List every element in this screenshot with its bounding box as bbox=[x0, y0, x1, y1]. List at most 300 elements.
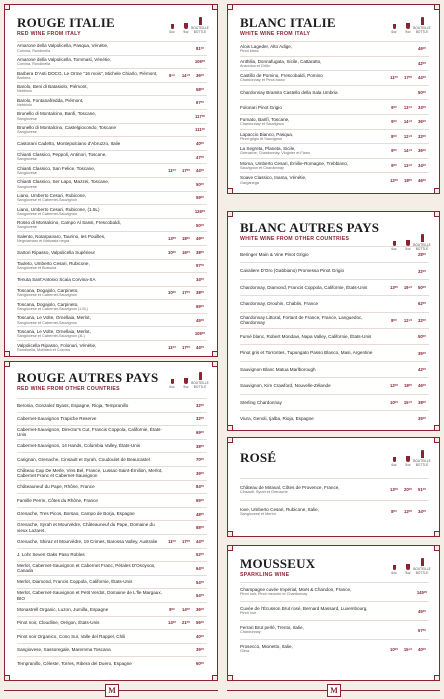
price-9oz: 18⁰⁰ bbox=[403, 177, 412, 183]
price-bottle: 50⁰⁰ bbox=[417, 284, 426, 290]
price-6oz: 9⁰⁰ bbox=[391, 104, 397, 110]
wine-title: Chardonnay, Diamond, Francis Coppola, Californie, États-Unis bbox=[240, 284, 368, 290]
wine-row bbox=[17, 466, 207, 480]
wine-title: Chianti Classico, Ser Lapo, Mazzei, Toscane, bbox=[17, 179, 110, 185]
wine-title: Tempranillo, Céleste, Torres, Ribera del Duero, Espagne bbox=[17, 660, 132, 666]
wine-title: Barbera D'Asti DOCG, Le Orme "16 mois", Michele Chiarlo, Piémont, bbox=[17, 70, 158, 76]
wine-grapes: Sangiovese bbox=[17, 225, 37, 230]
wine-name bbox=[17, 43, 165, 53]
wine-grapes: Sangiovese et Cabernet-Sauvignon bbox=[17, 320, 77, 325]
price-bottle: 34⁰⁰ bbox=[417, 163, 426, 169]
price-bottle: 34⁰⁰ bbox=[417, 104, 426, 110]
wine-title: Grenache, Tres Picos, Borsao, Campo de Borja, Espagne bbox=[17, 511, 135, 517]
wine-name bbox=[17, 125, 165, 135]
wine-title: Grenache, Shiraz et Mourvèdre, 19 Crimes, Barossa Valley, Australie bbox=[17, 538, 158, 544]
wine-title: Champagne cuvée Impérial, Moët & Chandon, France, bbox=[240, 587, 352, 593]
wine-grapes: Pinot noir bbox=[240, 611, 257, 616]
wine-name bbox=[17, 179, 165, 189]
wine-row bbox=[17, 507, 207, 521]
wine-name bbox=[17, 207, 165, 217]
wine-row bbox=[240, 56, 429, 71]
price-bottle: 36⁰⁰ bbox=[417, 148, 426, 154]
wine-name bbox=[17, 563, 165, 573]
price-6oz: 11⁰⁰ bbox=[168, 538, 176, 544]
glass-small-icon bbox=[393, 565, 396, 570]
corner-ornament bbox=[4, 351, 10, 357]
section-subtitle: SPARKLING WINE bbox=[240, 572, 290, 578]
panel-rouge-italie bbox=[4, 4, 218, 357]
price-bottle: 64⁰⁰ bbox=[195, 565, 204, 571]
corner-ornament bbox=[212, 4, 218, 10]
wine-grapes: Sangiovese et Cabernet-Sauvignon bbox=[17, 211, 77, 216]
wine-grapes: Pinot blanc bbox=[240, 49, 259, 54]
section-subtitle: RED WINE FROM ITALY bbox=[17, 31, 81, 37]
wine-list bbox=[240, 478, 429, 522]
wine-grapes: Sangiovese et Cabernet-Sauvignon (3L) bbox=[17, 334, 85, 339]
price-6oz: 12⁰⁰ bbox=[389, 383, 398, 389]
price-9oz: 12⁵⁰ bbox=[403, 133, 413, 139]
price-6oz: 9⁰⁰ bbox=[391, 163, 397, 169]
wine-name bbox=[240, 485, 387, 495]
price-6oz: 14⁰⁰ bbox=[167, 620, 176, 626]
price-bottle: 42⁰⁰ bbox=[417, 366, 426, 372]
wine-row bbox=[17, 218, 207, 232]
wine-grapes: Rondinella, Molinara et Corvina bbox=[17, 347, 70, 352]
section-title: ROSÉ bbox=[240, 450, 277, 465]
wine-name bbox=[17, 98, 165, 108]
price-bottle: 38⁰⁰ bbox=[195, 443, 204, 449]
wine-row bbox=[17, 561, 207, 575]
wine-row bbox=[240, 620, 429, 639]
wine-name bbox=[240, 587, 387, 597]
price-bottle: 32⁰⁰ bbox=[195, 416, 204, 422]
price-6oz: 13⁰⁰ bbox=[389, 487, 398, 492]
wine-title: Soave Classico, Inama, Vénétie, bbox=[240, 175, 307, 181]
price-bottle: 44⁰⁰ bbox=[195, 168, 204, 174]
wine-name bbox=[240, 59, 387, 69]
wine-title: Salento, Notarpanaro, Taurino, les Pouilles, bbox=[17, 233, 106, 239]
wine-name bbox=[17, 302, 165, 312]
wine-name bbox=[17, 261, 165, 271]
wine-title: Cabernet-Sauvignon, Director's Cut, Francis Coppola, Californie, États-Unis bbox=[17, 427, 162, 438]
wine-title: Merlot, Cabernet-Sauvignon et Cabernet Franc, Pétales D'Osoyoos, Canada bbox=[17, 563, 156, 574]
wine-name bbox=[240, 350, 387, 355]
wine-row bbox=[17, 191, 207, 205]
section-title: BLANC AUTRES PAYS bbox=[240, 220, 380, 235]
wine-grapes: Sangiovese bbox=[17, 116, 37, 121]
column-headers: 6oz 9oz BOUTEILLE BOTTLE bbox=[387, 558, 429, 575]
price-bottle: 51⁰⁰ bbox=[417, 487, 426, 492]
wine-grapes: Glera bbox=[240, 649, 250, 654]
column-headers: 6oz 9oz BOUTEILLE BOTTLE bbox=[387, 17, 429, 34]
price-6oz: 9⁰⁰ bbox=[169, 606, 175, 612]
price-bottle: 44⁰⁰ bbox=[195, 538, 204, 544]
wine-title: Brunello di Montalcino, Castelgiocondo, Toscane bbox=[17, 125, 116, 131]
wine-row bbox=[240, 394, 429, 410]
glass-small-icon bbox=[171, 24, 174, 29]
wine-title: Fumé blanc, Robert Mondavi, Napa Valley, Californie, États-Unis bbox=[240, 334, 372, 340]
price-9oz: 13⁵⁰ bbox=[403, 163, 413, 169]
wine-list bbox=[240, 41, 429, 187]
price-bottle: 69⁰⁰ bbox=[195, 304, 204, 310]
price-bottle: 40⁰⁰ bbox=[417, 646, 426, 652]
wine-name bbox=[17, 343, 165, 353]
wine-name bbox=[17, 329, 165, 339]
wine-name bbox=[17, 166, 165, 176]
wine-row bbox=[17, 616, 207, 630]
wine-name bbox=[17, 416, 165, 421]
wine-row bbox=[17, 245, 207, 259]
section-title: ROUGE AUTRES PAYS bbox=[17, 370, 159, 385]
wine-row bbox=[17, 55, 207, 69]
wine-row bbox=[17, 588, 207, 602]
wine-name bbox=[17, 590, 165, 600]
wine-title: Amarone della Valpolicella, Tommasi, Vénétie, bbox=[17, 57, 112, 63]
wine-list bbox=[17, 398, 207, 670]
wine-name bbox=[240, 507, 387, 517]
wine-name bbox=[17, 511, 165, 516]
wine-title: Ferrari Brut perlé, Trento, Italie, bbox=[240, 625, 304, 631]
price-bottle: 28⁰⁰ bbox=[417, 252, 426, 258]
price-9oz: 17⁰⁰ bbox=[181, 344, 190, 350]
glass-large-icon bbox=[406, 564, 410, 570]
price-9oz: 14⁵⁰ bbox=[403, 119, 413, 125]
wine-title: Castorani Cadetto, Montepulciano d'Abruzzo, Italie bbox=[17, 140, 121, 146]
wine-row bbox=[240, 172, 429, 187]
bottle-icon bbox=[421, 450, 424, 458]
price-bottle: 40⁰⁰ bbox=[195, 633, 204, 639]
wine-title: Toscana, Le Volte, Ornellaia, Merlot, bbox=[17, 328, 91, 334]
price-bottle: 38⁰⁰ bbox=[195, 249, 204, 255]
price-6oz: 11⁰⁰ bbox=[168, 168, 176, 174]
price-bottle: 111⁰⁰ bbox=[195, 127, 205, 133]
glass-large-icon bbox=[406, 456, 410, 462]
price-9oz: 16⁰⁰ bbox=[181, 249, 190, 255]
wine-name bbox=[17, 403, 165, 408]
wine-row bbox=[17, 204, 207, 218]
wine-row bbox=[240, 328, 429, 344]
price-bottle: 65⁰⁰ bbox=[195, 497, 204, 503]
wine-title: Moma, Umberto Cesari, Émilie-Romagne, Trebbiano, bbox=[240, 160, 349, 166]
price-bottle: 117⁰⁰ bbox=[194, 113, 206, 119]
price-bottle: 38⁰⁰ bbox=[417, 399, 426, 405]
wine-name bbox=[240, 301, 387, 306]
price-6oz: 11⁰⁰ bbox=[390, 75, 398, 81]
wine-name bbox=[17, 552, 165, 557]
glass-small-icon bbox=[171, 379, 174, 384]
wine-title: Chardonnay Bramito Castello della Sala Umbria bbox=[240, 89, 338, 95]
price-bottle: 62⁰⁰ bbox=[417, 301, 426, 307]
wine-title: Lapaccio Bianco, Pasqua, bbox=[240, 131, 294, 137]
wine-name bbox=[240, 105, 387, 110]
price-6oz: 9⁵⁰ bbox=[169, 72, 175, 78]
wine-row bbox=[240, 377, 429, 393]
price-bottle: 35⁰⁰ bbox=[195, 647, 204, 653]
price-bottle: 88⁰⁰ bbox=[195, 525, 204, 531]
wine-name bbox=[240, 334, 387, 339]
price-bottle: 34⁰⁰ bbox=[195, 276, 204, 282]
wine-name bbox=[240, 268, 387, 273]
wine-row bbox=[240, 601, 429, 620]
wine-grapes: Sangiovese bbox=[17, 130, 37, 135]
wine-row bbox=[240, 312, 429, 328]
wine-title: Pinot noir Organico, Cono Sur, Valle del Rappel, Chili bbox=[17, 633, 126, 639]
wine-name bbox=[17, 579, 165, 584]
wine-name bbox=[17, 498, 165, 503]
price-9oz: 20⁰⁰ bbox=[403, 487, 412, 492]
wine-row bbox=[240, 114, 429, 129]
wine-grapes: Sangiovese et Cabernet-Sauvignon (1.5L) bbox=[17, 306, 88, 311]
wine-row bbox=[240, 295, 429, 311]
wine-row bbox=[17, 272, 207, 286]
wine-grapes: Pinot noir, Pinot meunier et Chardonnay bbox=[240, 592, 308, 597]
corner-ornament bbox=[227, 188, 233, 194]
price-9oz: 12⁵⁰ bbox=[403, 317, 413, 323]
wine-title: Toscana, Le Volte, Ornellaia, Merlot, bbox=[17, 315, 91, 321]
panel-blanc-autres bbox=[227, 211, 440, 431]
wine-name bbox=[240, 367, 387, 372]
corner-ornament bbox=[434, 425, 440, 431]
wine-grapes: Grenache, Chardonnay, Viognier et Fiano bbox=[240, 151, 310, 156]
price-bottle: 97⁰⁰ bbox=[195, 263, 204, 269]
corner-ornament bbox=[227, 211, 233, 217]
wine-row bbox=[240, 85, 429, 100]
wine-row bbox=[17, 520, 207, 534]
price-bottle: 106⁰⁰ bbox=[194, 59, 206, 65]
wine-row bbox=[240, 344, 429, 360]
price-bottle: 44⁰⁰ bbox=[195, 344, 204, 350]
price-bottle: 52⁰⁰ bbox=[195, 552, 204, 558]
wine-title: Carignan, Grenache, Cinsault et Syrah, Coudoulet de Beaucastel bbox=[17, 457, 150, 463]
wine-name bbox=[17, 234, 165, 244]
price-bottle: 38⁰⁰ bbox=[195, 290, 204, 296]
price-bottle: 36⁰⁰ bbox=[195, 606, 204, 612]
wine-title: Pinot noir, Cloudline, Orégon, États-Unis bbox=[17, 620, 100, 626]
bottle-icon bbox=[421, 558, 424, 566]
wine-title: Sterling Chardonnay bbox=[240, 399, 282, 405]
glass-small-icon bbox=[393, 24, 396, 29]
wine-row bbox=[17, 326, 207, 340]
wine-row bbox=[240, 246, 429, 262]
price-bottle: 49⁰⁰ bbox=[195, 236, 204, 242]
wine-title: Sangiovese, Sassoregale, Maremma Toscana bbox=[17, 647, 111, 653]
wine-title: Cabernet-Sauvignon Trapiche Reserve bbox=[17, 416, 97, 422]
wine-row bbox=[17, 398, 207, 412]
price-9oz: 19⁵⁰ bbox=[403, 284, 413, 290]
corner-ornament bbox=[227, 531, 233, 537]
wine-name bbox=[17, 484, 165, 489]
section-subtitle: WHITE WINE FROM ITALY bbox=[240, 31, 311, 37]
wine-name bbox=[17, 539, 165, 544]
wine-title: Fumato, Banfi, Toscane, bbox=[240, 116, 290, 122]
wine-row bbox=[17, 425, 207, 439]
wine-title: Alois Lageder, Alto Adige, bbox=[240, 43, 293, 49]
corner-ornament bbox=[4, 4, 10, 10]
wine-name bbox=[17, 152, 165, 162]
wine-row bbox=[17, 480, 207, 494]
price-bottle: 50⁰⁰ bbox=[195, 222, 204, 228]
wine-title: Liano, Umberto Cesari, Rubicone, (1.5L) bbox=[17, 206, 100, 212]
price-bottle: 126⁰⁰ bbox=[194, 208, 206, 214]
wine-title: Castillo de Pomino, Frescobaldi, Pomino bbox=[240, 73, 323, 79]
wine-grapes: Pinot grigio et Sauvignon bbox=[240, 136, 283, 141]
price-6oz: 13⁰⁰ bbox=[167, 236, 176, 242]
wine-title: La Segreta, Planeta, Sicile, bbox=[240, 146, 296, 152]
wine-row bbox=[17, 123, 207, 137]
panel-blanc-italie bbox=[227, 4, 440, 194]
wine-row bbox=[240, 410, 429, 426]
wine-title: Chardonnay Littoral, Fortant de France, France, Languedoc, Chardonnay bbox=[240, 315, 363, 326]
wine-name bbox=[17, 141, 165, 146]
price-bottle: 46⁰⁰ bbox=[417, 46, 426, 52]
wine-list bbox=[240, 582, 429, 658]
bottle-icon bbox=[199, 372, 202, 380]
wine-grapes: Barbera bbox=[17, 75, 31, 80]
wine-grapes: Sangiovese et Cabernet-Sauvignon bbox=[17, 293, 77, 298]
price-bottle: 56⁰⁰ bbox=[195, 620, 204, 626]
wine-title: Barolo, Fontanafredda, Piémont, bbox=[17, 97, 84, 103]
wine-row bbox=[240, 129, 429, 144]
wine-row bbox=[17, 548, 207, 562]
wine-title: Beringer Main & Vine Pinot Grigio bbox=[240, 252, 309, 258]
wine-title: Tenuta Sant'Antonio Scaia Corvina-SA bbox=[17, 276, 96, 282]
wine-row bbox=[17, 629, 207, 643]
wine-row bbox=[17, 231, 207, 245]
price-bottle: 50⁰⁰ bbox=[417, 334, 426, 340]
wine-grapes: Chardonnay et Sauvignon bbox=[240, 122, 284, 127]
corner-ornament bbox=[212, 361, 218, 367]
wine-name bbox=[240, 400, 387, 405]
glass-small-icon bbox=[393, 457, 396, 462]
price-9oz: 14⁵⁰ bbox=[403, 148, 413, 154]
wine-title: Viura, Genoli, Ijalba, Rioja, Espagne bbox=[240, 416, 314, 421]
price-6oz: 10⁰⁰ bbox=[389, 646, 398, 652]
wine-name bbox=[17, 620, 165, 625]
corner-ornament bbox=[434, 437, 440, 443]
logo-m: M bbox=[105, 684, 119, 697]
wine-name bbox=[240, 606, 387, 616]
wine-row bbox=[17, 534, 207, 548]
wine-grapes: Corvina, Rondinella bbox=[17, 62, 51, 67]
wine-row bbox=[17, 493, 207, 507]
wine-title: Toscana, Dogajolo, Carpineto, bbox=[17, 288, 79, 294]
wine-name bbox=[17, 315, 165, 325]
price-bottle: 54⁰⁰ bbox=[195, 593, 204, 599]
wine-name bbox=[240, 117, 387, 127]
price-bottle: 36⁰⁰ bbox=[417, 119, 426, 125]
wine-grapes: Cinsault, Syrah et Grenache bbox=[240, 489, 288, 494]
column-headers: 6oz 9oz BOUTEILLE BOTTLE bbox=[165, 372, 207, 389]
wine-row bbox=[17, 656, 207, 670]
price-bottle: 34⁰⁰ bbox=[417, 509, 426, 514]
corner-ornament bbox=[434, 545, 440, 551]
wine-title: Monastrell Organic, Luzon, Jumilla, Espagne bbox=[17, 606, 109, 612]
wine-row bbox=[17, 163, 207, 177]
wine-row bbox=[17, 259, 207, 273]
price-bottle: 67⁰⁰ bbox=[417, 627, 426, 633]
price-9oz: 15⁵⁰ bbox=[403, 399, 413, 405]
wine-row bbox=[240, 279, 429, 295]
wine-title: Rosso di Montalcino, Campo Al Sassi, Frescobaldi, bbox=[17, 220, 121, 226]
price-9oz: 21⁰⁰ bbox=[181, 620, 190, 626]
price-bottle: 32⁰⁰ bbox=[417, 133, 426, 139]
column-headers: 6oz 9oz BOUTEILLE BOTTLE bbox=[165, 17, 207, 34]
price-bottle: 36⁰⁰ bbox=[195, 72, 204, 78]
price-bottle: 69⁰⁰ bbox=[195, 429, 204, 435]
corner-ornament bbox=[434, 531, 440, 537]
wine-row bbox=[17, 286, 207, 300]
logo-m: M bbox=[327, 684, 341, 697]
wine-row bbox=[17, 177, 207, 191]
wine-title: Chianti Classico, San Felice, Toscane, bbox=[17, 165, 96, 171]
price-bottle: 35⁰⁰ bbox=[417, 350, 426, 356]
corner-ornament bbox=[212, 351, 218, 357]
column-headers: 6oz 9oz BOUTEILLE BOTTLE bbox=[387, 234, 429, 251]
price-9oz: 14⁵⁰ bbox=[181, 72, 191, 78]
glass-large-icon bbox=[184, 23, 188, 29]
wine-title: Barolo, Beni di Batasiolo, Piémont, bbox=[17, 84, 88, 90]
price-bottle: 39⁰⁰ bbox=[195, 470, 204, 476]
price-bottle: 35⁰⁰ bbox=[417, 416, 426, 422]
wine-row bbox=[17, 82, 207, 96]
wine-title: Châteauneuf du Pape, Rhône, France bbox=[17, 484, 95, 490]
price-9oz: 18⁰⁰ bbox=[403, 383, 412, 389]
wine-name bbox=[17, 457, 165, 462]
wine-row bbox=[17, 643, 207, 657]
wine-name bbox=[240, 146, 387, 156]
price-bottle: 59⁰⁰ bbox=[195, 195, 204, 201]
price-6oz: 8⁰⁰ bbox=[391, 133, 397, 139]
wine-title: Famille Perrin, Côtes du Rhône, France bbox=[17, 497, 98, 503]
corner-ornament bbox=[227, 675, 233, 681]
price-bottle: 32⁰⁰ bbox=[417, 317, 426, 323]
wine-name bbox=[240, 644, 387, 654]
wine-name bbox=[17, 220, 165, 230]
wine-row bbox=[17, 340, 207, 354]
wine-grapes: Ansonica et Grillo bbox=[240, 63, 270, 68]
wine-row bbox=[17, 299, 207, 313]
wine-name bbox=[240, 175, 387, 185]
wine-title: Anthilia, Donnafugata, Sicile, Cattaratto, bbox=[240, 58, 322, 64]
wine-name bbox=[240, 161, 387, 171]
wine-title: Cabernet-Sauvignon, 14 Hands, Columbia Valley, États-Unis bbox=[17, 443, 141, 449]
corner-ornament bbox=[227, 425, 233, 431]
bottle-icon bbox=[199, 17, 202, 25]
wine-name bbox=[17, 634, 165, 639]
price-bottle: 70⁰⁰ bbox=[195, 457, 204, 463]
price-bottle: 58⁰⁰ bbox=[195, 86, 204, 92]
section-subtitle: WHITE WINE FROM OTHER COUNTRIES bbox=[240, 236, 350, 242]
wine-name bbox=[240, 44, 387, 54]
wine-name bbox=[17, 84, 165, 94]
wine-title: Brunello di Montalcino, Banfi, Toscane, bbox=[17, 111, 97, 117]
wine-row bbox=[17, 313, 207, 327]
corner-ornament bbox=[4, 675, 10, 681]
wine-grapes: Chardonnay bbox=[240, 630, 261, 635]
bottle-icon bbox=[421, 234, 424, 242]
price-bottle: 60⁰⁰ bbox=[195, 661, 204, 667]
price-6oz: 10⁰⁰ bbox=[389, 399, 398, 405]
wine-row bbox=[17, 452, 207, 466]
price-9oz: 17⁰⁰ bbox=[181, 538, 190, 544]
price-bottle: 32⁰⁰ bbox=[417, 268, 426, 274]
wine-row bbox=[240, 158, 429, 173]
wine-title: Toscana, Dogajolo, Carpineto, bbox=[17, 301, 79, 307]
corner-ornament bbox=[227, 545, 233, 551]
price-bottle: 145⁰⁰ bbox=[416, 589, 428, 595]
price-bottle: 46⁰⁰ bbox=[417, 383, 426, 389]
price-bottle: 50⁰⁰ bbox=[195, 181, 204, 187]
